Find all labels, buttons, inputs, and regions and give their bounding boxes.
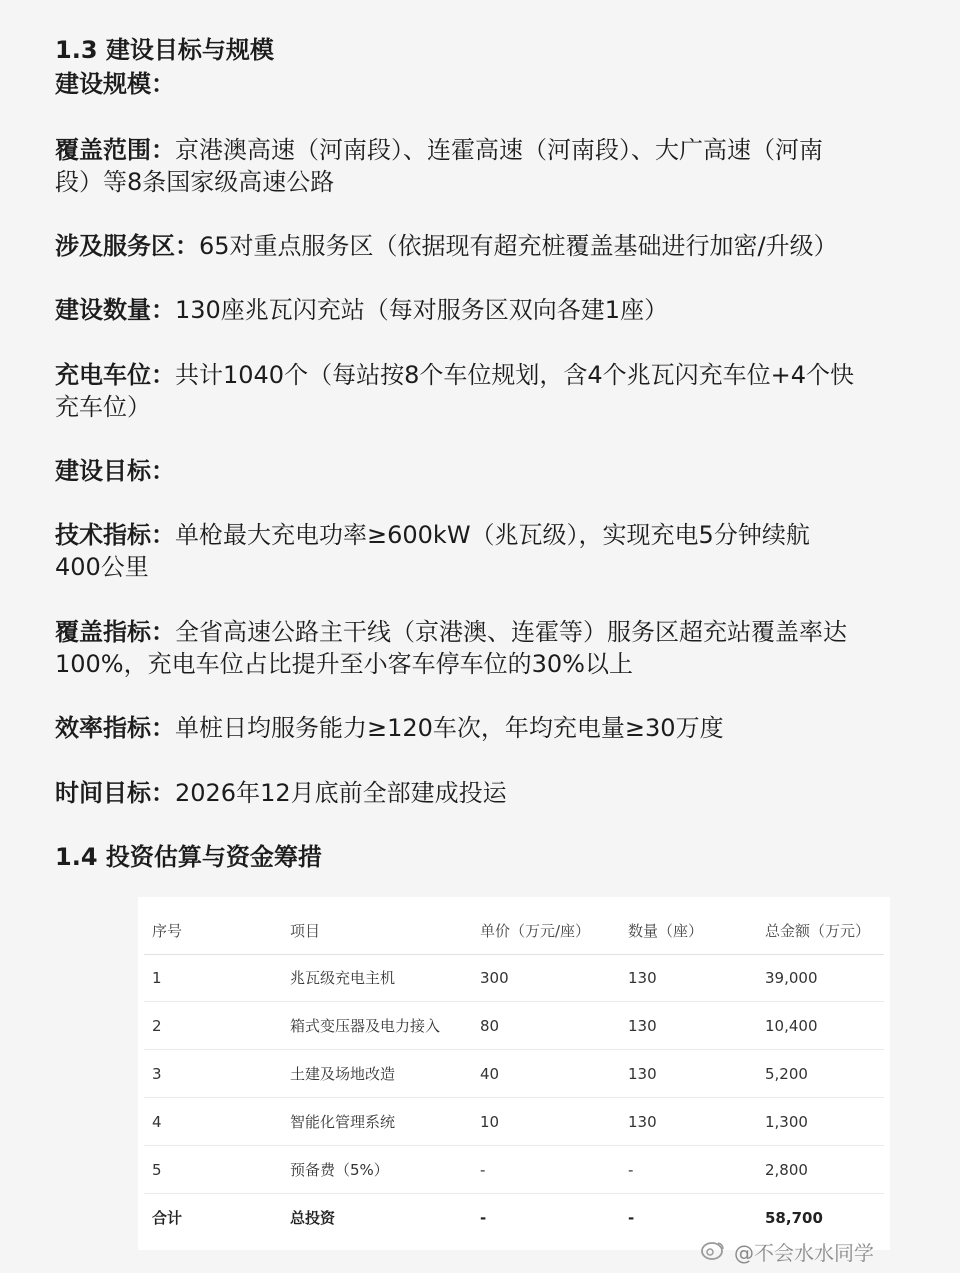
header-index: 序号 (152, 922, 183, 940)
cell-unit-price: 300 (480, 969, 509, 987)
coverage-target-text-1: 全省高速公路主干线（京港澳、连霍等）服务区超充站覆盖率达 (175, 618, 847, 646)
time-label: 时间目标： (55, 779, 175, 807)
scale-heading: 建设规模： (55, 70, 175, 98)
header-quantity: 数量（座） (628, 922, 704, 940)
total-unit-price: - (480, 1209, 487, 1227)
cell-item: 兆瓦级充电主机 (290, 969, 396, 987)
tech-line-1 (55, 519, 905, 551)
goals-heading: 建设目标： (55, 457, 175, 485)
cell-quantity: 130 (628, 969, 657, 987)
quantity-paragraph (55, 294, 905, 326)
cell-index: 5 (152, 1161, 162, 1179)
investment-table (138, 897, 890, 1250)
cell-unit-price: 40 (480, 1065, 500, 1083)
cell-quantity: 130 (628, 1017, 657, 1035)
coverage-text-1: 京港澳高速（河南段）、连霍高速（河南段）、大广高速（河南 (175, 136, 823, 164)
quantity-label: 建设数量： (55, 296, 175, 324)
coverage-label: 覆盖范围： (55, 136, 175, 164)
coverage-target-text-2: 100%，充电车位占比提升至小客车停车位的30%以上 (55, 650, 633, 678)
coverage-target-label: 覆盖指标： (55, 618, 175, 646)
time-paragraph (55, 777, 905, 809)
parking-label: 充电车位： (55, 361, 175, 389)
cell-quantity: - (628, 1161, 634, 1179)
parking-line-1 (55, 359, 905, 391)
cell-total-amount: 5,200 (765, 1065, 808, 1083)
table-row (144, 1098, 884, 1146)
tech-label: 技术指标： (55, 521, 175, 549)
total-label: 合计 (152, 1209, 183, 1227)
parking-text-2: 充车位） (55, 393, 151, 421)
tech-text-2: 400公里 (55, 553, 149, 581)
header-unit-price: 单价（万元/座） (480, 922, 591, 940)
total-quantity: - (628, 1209, 635, 1227)
tech-text-1: 单枪最大充电功率≥600kW（兆瓦级），实现充电5分钟续航 (175, 521, 810, 549)
cell-unit-price: 10 (480, 1113, 500, 1131)
cell-index: 1 (152, 969, 162, 987)
section-heading-1-4: 1.4 投资估算与资金筹措 (55, 843, 322, 871)
efficiency-text: 单桩日均服务能力≥120车次，年均充电量≥30万度 (175, 714, 724, 742)
section-heading-1-3: 1.3 建设目标与规模 (55, 36, 274, 64)
cell-unit-price: 80 (480, 1017, 500, 1035)
header-item: 项目 (290, 922, 321, 940)
time-text: 2026年12月底前全部建成投运 (175, 779, 507, 807)
total-item: 总投资 (290, 1209, 336, 1227)
cell-quantity: 130 (628, 1113, 657, 1131)
efficiency-label: 效率指标： (55, 714, 175, 742)
coverage-line-1 (55, 134, 905, 166)
table-row (144, 1146, 884, 1194)
table-header-row (144, 907, 884, 955)
efficiency-paragraph (55, 712, 905, 744)
quantity-text: 130座兆瓦闪充站（每对服务区双向各建1座） (175, 296, 669, 324)
cell-index: 2 (152, 1017, 162, 1035)
cell-quantity: 130 (628, 1065, 657, 1083)
watermark-text: @不会水水同学 (734, 1240, 874, 1265)
service-area-label: 涉及服务区： (55, 232, 199, 260)
weibo-bubble-icon (700, 1240, 726, 1262)
table-row (144, 1050, 884, 1098)
table-row (144, 954, 884, 1002)
service-area-paragraph (55, 230, 905, 262)
header-total-amount: 总金额（万元） (765, 922, 871, 940)
parking-text-1: 共计1040个（每站按8个车位规划，含4个兆瓦闪充车位+4个快 (175, 361, 854, 389)
cell-item: 土建及场地改造 (290, 1065, 396, 1083)
cell-index: 3 (152, 1065, 162, 1083)
cell-total-amount: 2,800 (765, 1161, 808, 1179)
cell-unit-price: - (480, 1161, 486, 1179)
table-row (144, 1002, 884, 1050)
cell-total-amount: 10,400 (765, 1017, 818, 1035)
total-amount: 58,700 (765, 1209, 823, 1227)
cell-total-amount: 1,300 (765, 1113, 808, 1131)
cell-item: 预备费（5%） (290, 1161, 389, 1179)
cell-index: 4 (152, 1113, 162, 1131)
cell-total-amount: 39,000 (765, 969, 818, 987)
coverage-target-line-1 (55, 616, 905, 648)
cell-item: 箱式变压器及电力接入 (290, 1017, 441, 1035)
service-area-text: 65对重点服务区（依据现有超充桩覆盖基础进行加密/升级） (199, 232, 838, 260)
coverage-text-2: 段）等8条国家级高速公路 (55, 168, 335, 196)
cell-item: 智能化管理系统 (290, 1113, 396, 1131)
watermark (700, 1234, 874, 1268)
